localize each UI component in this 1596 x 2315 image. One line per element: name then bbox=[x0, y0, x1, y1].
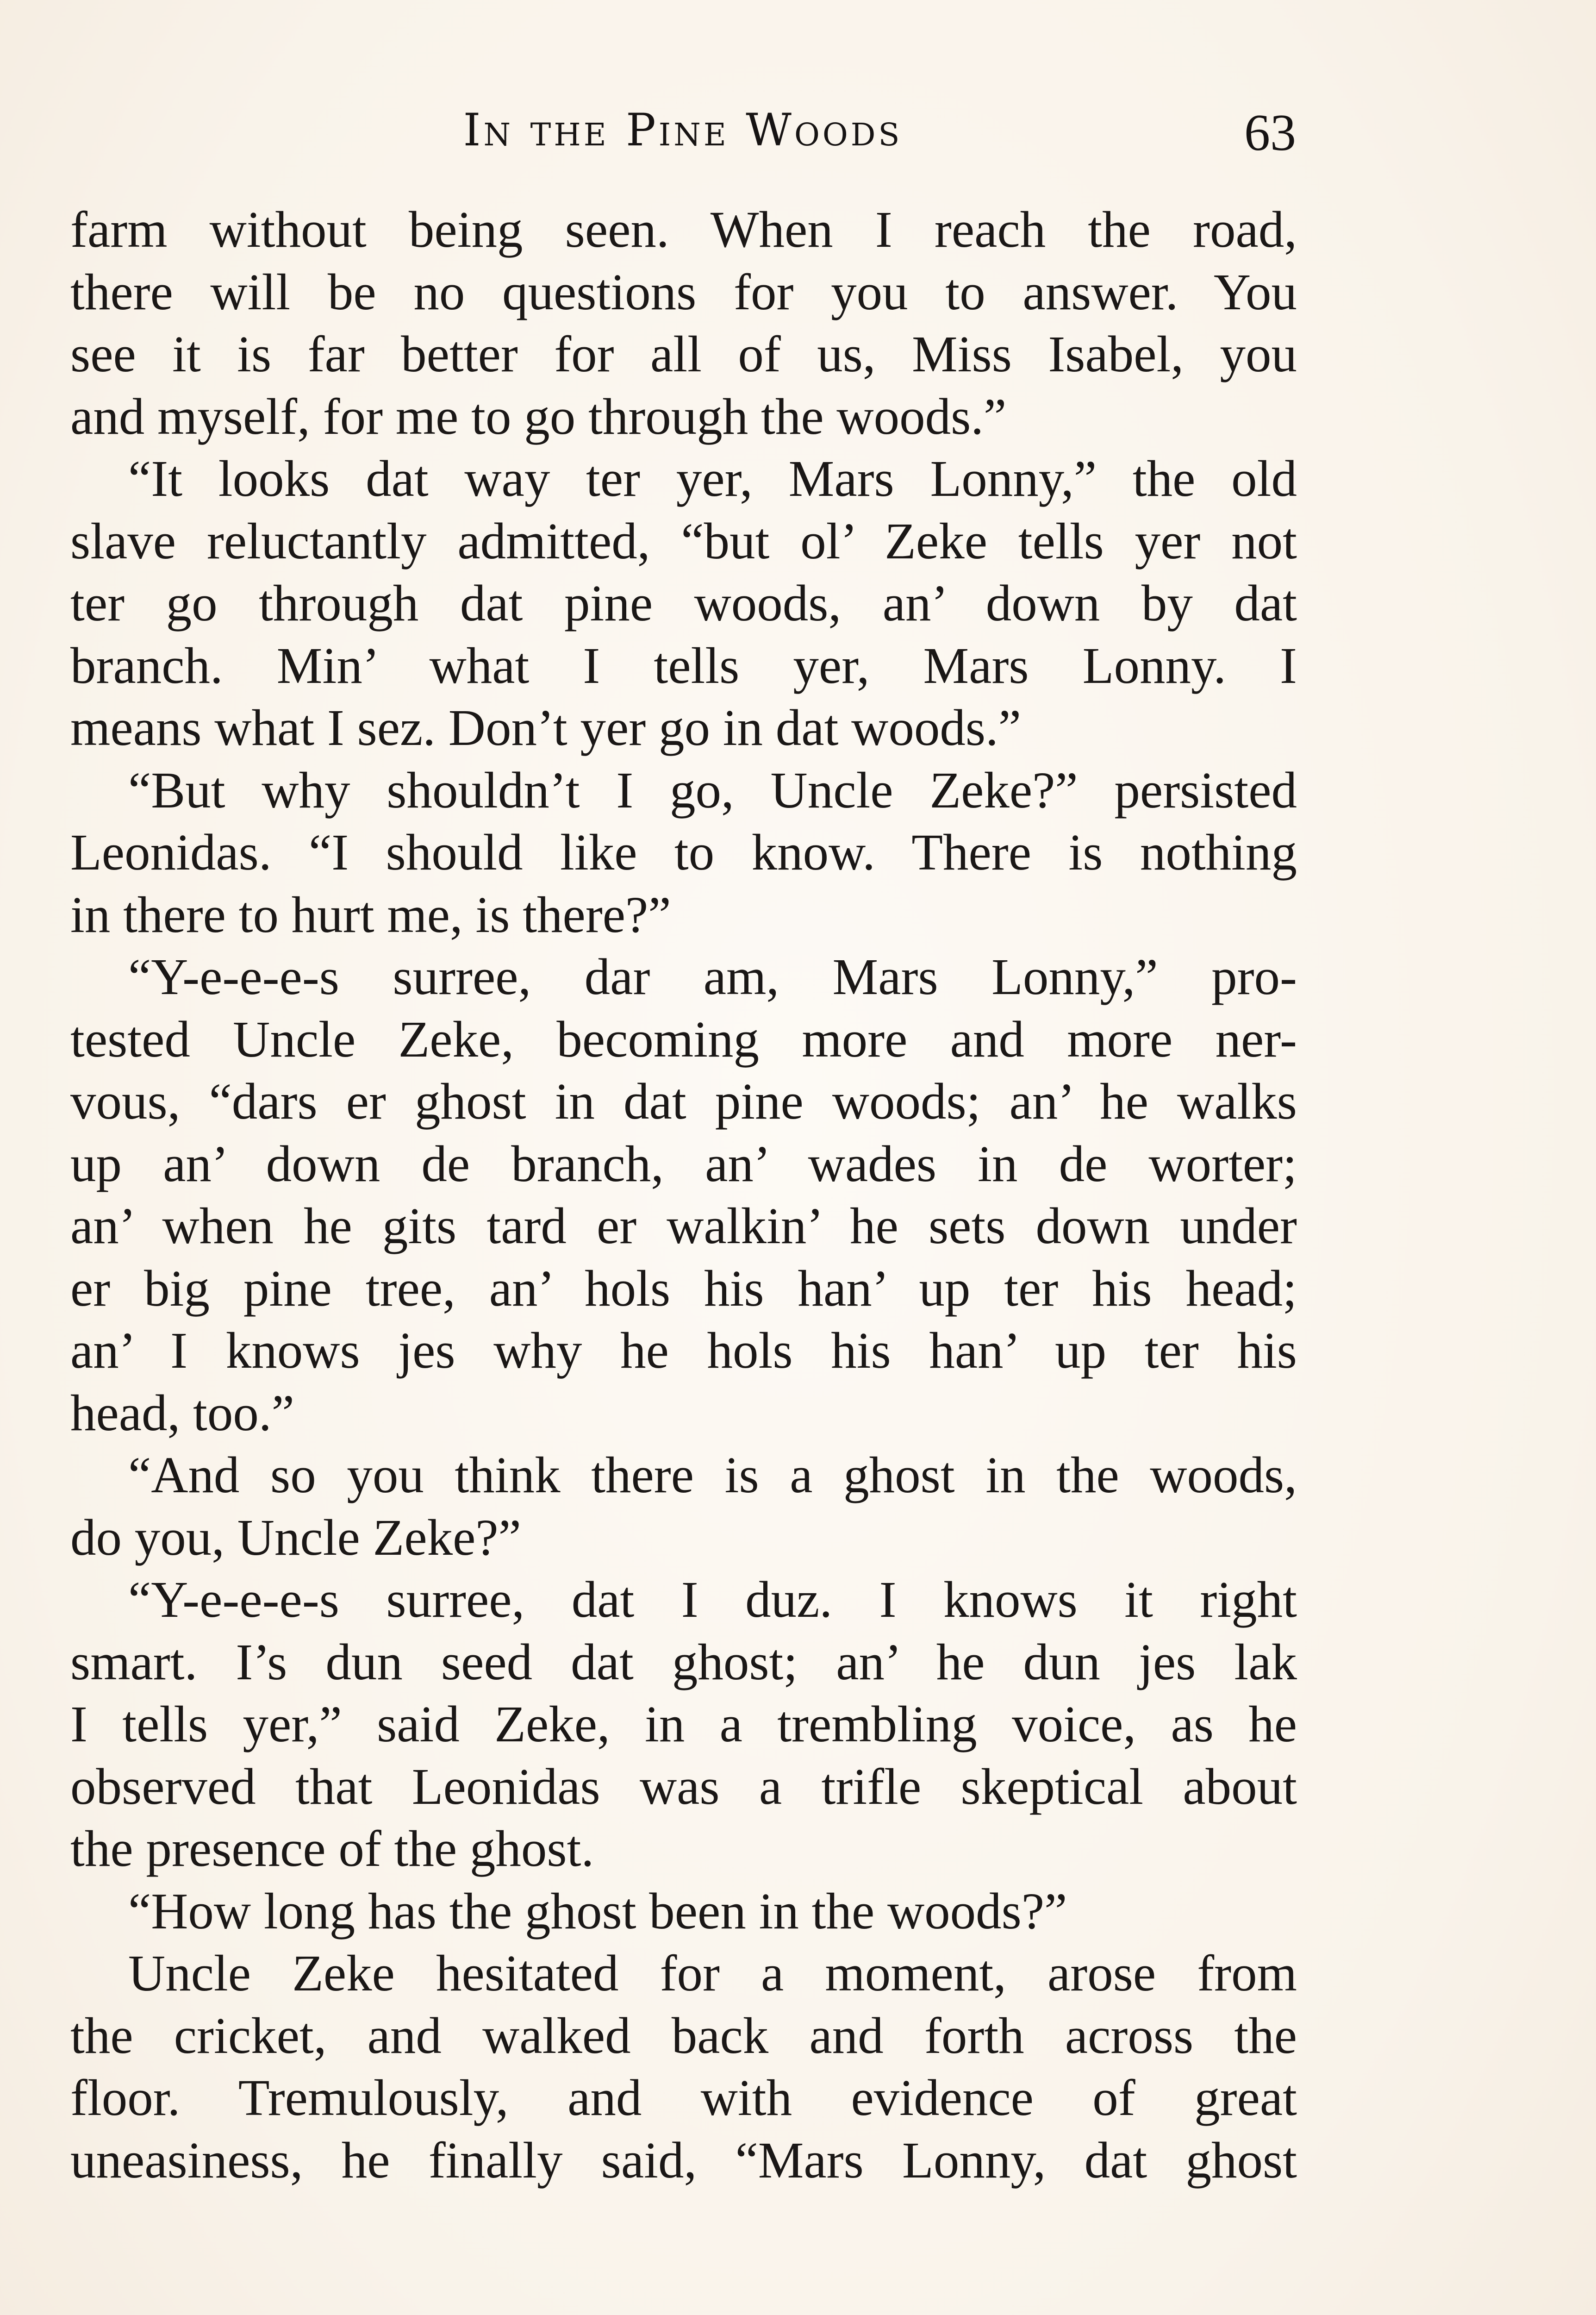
text-line: Uncle Zeke hesitated for a moment, arose from bbox=[128, 1945, 1297, 2002]
text-line: there will be no questions for you to answer. You bbox=[70, 263, 1297, 321]
text-line: “How long has the ghost been in the woods?” bbox=[128, 1883, 1067, 1940]
text-line: up an’ down de branch, an’ wades in de worter; bbox=[70, 1135, 1297, 1193]
text-line: branch. Min’ what I tells yer, Mars Lonny. I bbox=[70, 637, 1297, 694]
text-line: “Y-e-e-e-s surree, dat I duz. I knows it right bbox=[128, 1571, 1297, 1628]
text-line: slave reluctantly admitted, “but ol’ Zeke tells yer not bbox=[70, 513, 1297, 570]
text-line: “And so you think there is a ghost in the woods, bbox=[128, 1447, 1297, 1504]
text-line: do you, Uncle Zeke?” bbox=[70, 1509, 521, 1566]
text-line: ter go through dat pine woods, an’ down by dat bbox=[70, 575, 1297, 632]
text-line: observed that Leonidas was a trifle skeptical about bbox=[70, 1758, 1297, 1815]
text-line: “Y-e-e-e-s surree, dar am, Mars Lonny,” pro- bbox=[128, 949, 1297, 1006]
text-line: farm without being seen. When I reach the road, bbox=[70, 201, 1297, 258]
text-line: “It looks dat way ter yer, Mars Lonny,” the old bbox=[128, 450, 1297, 507]
text-line: I tells yer,” said Zeke, in a trembling voice, as he bbox=[70, 1696, 1297, 1753]
text-line: uneasiness, he finally said, “Mars Lonny, dat ghost bbox=[70, 2132, 1297, 2189]
body-text bbox=[70, 199, 1297, 2192]
text-line: er big pine tree, an’ hols his han’ up ter his head; bbox=[70, 1260, 1297, 1317]
text-line: means what I sez. Don’t yer go in dat woods.” bbox=[70, 700, 1022, 757]
text-line: and myself, for me to go through the woods.” bbox=[70, 388, 1007, 445]
text-line: an’ I knows jes why he hols his han’ up ter his bbox=[70, 1322, 1297, 1379]
text-line: floor. Tremulously, and with evidence of great bbox=[70, 2070, 1297, 2127]
text-line: smart. I’s dun seed dat ghost; an’ he dun jes lak bbox=[70, 1633, 1297, 1691]
running-head: In the Pine Woods bbox=[463, 104, 903, 156]
text-line: Leonidas. “I should like to know. There is nothing bbox=[70, 824, 1297, 881]
text-line: an’ when he gits tard er walkin’ he sets down under bbox=[70, 1198, 1297, 1255]
text-line: the cricket, and walked back and forth across the bbox=[70, 2007, 1297, 2065]
text-line: “But why shouldn’t I go, Uncle Zeke?” persisted bbox=[128, 762, 1297, 819]
text-line: the presence of the ghost. bbox=[70, 1821, 594, 1877]
text-line: head, too.” bbox=[70, 1384, 294, 1442]
text-line: see it is far better for all of us, Miss Isabel, you bbox=[70, 326, 1297, 383]
text-line: in there to hurt me, is there?” bbox=[70, 886, 671, 944]
text-line: tested Uncle Zeke, becoming more and more ner- bbox=[70, 1011, 1297, 1068]
page-header bbox=[69, 95, 1296, 169]
page-number: 63 bbox=[1244, 104, 1296, 162]
text-line: vous, “dars er ghost in dat pine woods; an’ he walks bbox=[70, 1073, 1297, 1130]
